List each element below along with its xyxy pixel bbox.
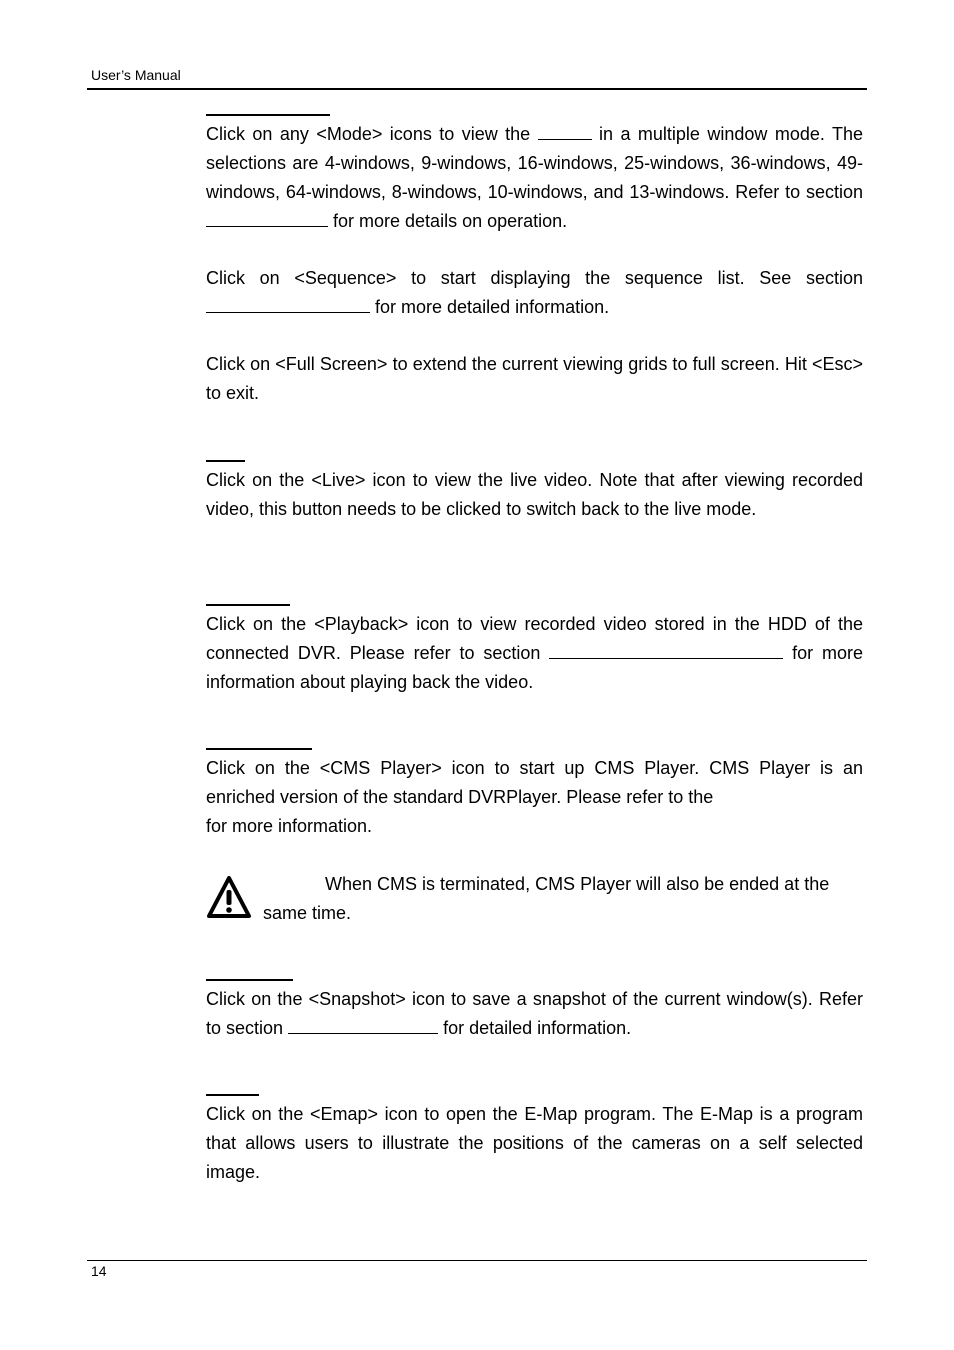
cms-player-line-2: enriched version of the standard DVRPlayer. Please refer to the xyxy=(206,787,714,807)
snapshot-text-1: Click on the <Snapshot> icon to save a snapshot of the current window(s). Refer to section xyxy=(206,989,863,1038)
mode-section-link[interactable] xyxy=(206,210,328,227)
snapshot-heading-underline xyxy=(206,979,293,981)
sequence-section-link[interactable] xyxy=(206,296,370,313)
live-heading-underline xyxy=(206,460,245,462)
emap-paragraph: Click on the <Emap> icon to open the E-Map program. The E-Map is a program that allows users to illustrate the positions of the cameras on a self selected image. xyxy=(206,1104,863,1182)
footer-divider xyxy=(87,1260,867,1261)
header-divider xyxy=(87,88,867,90)
cms-player-heading-underline xyxy=(206,748,312,750)
mode-paragraph xyxy=(206,120,863,236)
mode-text-3: for more details on operation. xyxy=(333,211,568,231)
playback-paragraph xyxy=(206,610,863,697)
live-paragraph: Click on the <Live> icon to view the live video. Note that after viewing recorded video, this button needs to be clicked to switch back to the live mode. xyxy=(206,470,863,519)
playback-section-link[interactable] xyxy=(549,642,783,659)
cms-player-line-1: Click on the <CMS Player> icon to start up CMS Player. CMS Player is an xyxy=(206,758,863,778)
cms-player-line-3: for more information. xyxy=(206,816,373,836)
mode-blank-link xyxy=(538,123,592,140)
cms-player-paragraph xyxy=(206,754,863,841)
warning-triangle-icon xyxy=(206,875,252,921)
snapshot-paragraph xyxy=(206,985,863,1043)
sequence-text-1: Click on <Sequence> to start displaying the sequence list. See section xyxy=(206,268,863,288)
mode-heading-underline xyxy=(206,114,330,116)
note-paragraph xyxy=(263,870,863,928)
snapshot-text-2: for detailed information. xyxy=(443,1018,632,1038)
sequence-text-2: for more detailed information. xyxy=(375,297,610,317)
mode-text-2: in a multiple window mode. The selections are 4-windows, 9-windows, 16-windows, 25-windows, 36-windows, 49-windows, 64-windows, 8-windows, 10-windows, and 13-windows. Refer to section xyxy=(206,124,863,202)
mode-text-1: Click on any <Mode> icons to view the xyxy=(206,124,531,144)
snapshot-section-link[interactable] xyxy=(288,1017,438,1034)
playback-text-1: Click on the <Playback> icon to view recorded video stored in the HDD of the connected DVR. Please refer to section xyxy=(206,614,863,663)
emap-heading-underline xyxy=(206,1094,259,1096)
sequence-paragraph xyxy=(206,264,863,322)
playback-text-2: for more information about playing back the video. xyxy=(206,643,863,692)
playback-heading-underline xyxy=(206,604,290,606)
fullscreen-paragraph: Click on <Full Screen> to extend the current viewing grids to full screen. Hit <Esc> to exit. xyxy=(206,354,863,403)
page-number: 14 xyxy=(91,1263,107,1279)
running-header: User’s Manual xyxy=(91,67,181,83)
note-text: When CMS is terminated, CMS Player will also be ended at the same time. xyxy=(263,874,830,923)
